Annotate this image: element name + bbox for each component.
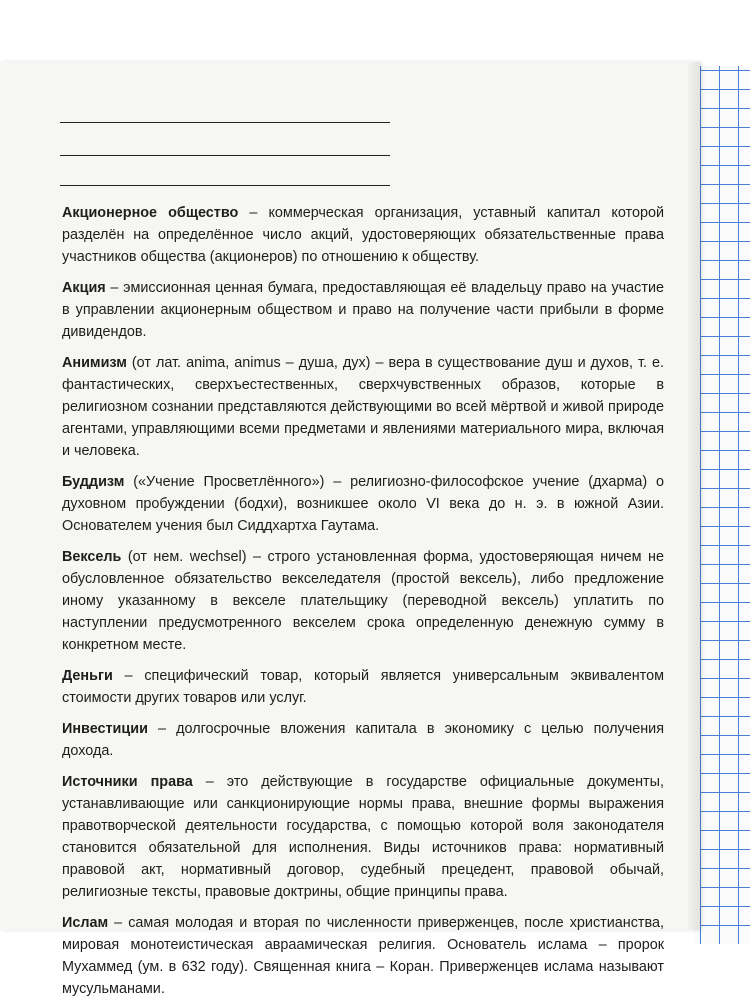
glossary-entry-buddhism bbox=[62, 471, 664, 537]
glossary-term: Акционерное общество bbox=[62, 205, 239, 221]
glossary-definition: – коммерческая организация, уставный капитал которой разделён на определённое число акций, удостоверяющих обязательственные права участников общества (акционеров) по отношению к обществу. bbox=[62, 205, 665, 265]
glossary-entry-bill-of-exchange bbox=[62, 546, 664, 656]
glossary-term: Инвестиции bbox=[62, 721, 148, 737]
blank-line-3 bbox=[60, 185, 390, 186]
glossary-definition: – эмиссионная ценная бумага, предоставляющая её владельцу право на участие в управлении акционерным обществом и право на получение части прибыли в форме дивидендов. bbox=[62, 280, 664, 340]
glossary-term: Анимизм bbox=[62, 355, 127, 371]
grid-paper-page bbox=[694, 66, 750, 944]
glossary-term: Акция bbox=[62, 280, 106, 296]
page-edge-shadow bbox=[688, 62, 700, 930]
glossary-definition: («Учение Просветлённого») – религиозно-философское учение (дхарма) о духовном пробуждении (бодхи), возникшее около VI века до н. э. в южной Азии. Основателем учения был Сиддхартха Гаутама. bbox=[62, 474, 664, 534]
blank-line-1 bbox=[60, 122, 390, 123]
glossary-entry-islam bbox=[62, 912, 664, 1000]
glossary-definition: – это действующие в государстве официальные документы, устанавливающие или санкционирующие нормы права, внешние формы выражения правотворческой деятельности государства, с помощью которой воля законодателя становится обязательной для исполнения. Виды источников права: нормативный правовой акт, нормативный договор, судебный прецедент, правовой обычай, религиозные тексты, правовые доктрины, общие принципы права. bbox=[62, 774, 664, 900]
glossary-entry-animism bbox=[62, 352, 664, 462]
glossary-definition: – специфический товар, который является универсальным эквивалентом стоимости других товаров или услуг. bbox=[62, 668, 664, 706]
glossary-definition: – самая молодая и вторая по численности приверженцев, после христианства, мировая монотеистическая авраамическая религия. Основатель ислама – пророк Мухаммед (ум. в 632 году). Священная книга – Коран. Приверженцев ислама называют мусульманами. bbox=[62, 915, 664, 997]
glossary-entry-sources-of-law bbox=[62, 771, 664, 903]
glossary-term: Деньги bbox=[62, 668, 113, 684]
glossary-term: Источники права bbox=[62, 774, 193, 790]
glossary-term: Буддизм bbox=[62, 474, 125, 490]
glossary-entry-money bbox=[62, 665, 664, 709]
glossary bbox=[62, 202, 664, 1000]
glossary-entry-investments bbox=[62, 718, 664, 762]
glossary-definition: – долгосрочные вложения капитала в экономику с целью получения дохода. bbox=[62, 721, 664, 759]
glossary-definition: (от нем. wechsel) – строго установленная форма, удостоверяющая ничем не обусловленное обязательство векселедателя (простой вексель), либо предложение иному указанному в векселе плательщику (переводной вексель) уплатить по наступлении предусмотренного векселем срока определенную денежную сумму в конкретном месте. bbox=[62, 549, 664, 653]
glossary-term: Вексель bbox=[62, 549, 122, 565]
glossary-definition: (от лат. anima, animus – душа, дух) – вера в существование душ и духов, т. е. фантастических, сверхъестественных, сверхчувственных образов, которые в религиозном сознании представляются действующими во всей мёртвой и живой природе агентами, управляющими всеми предметами и явлениями материального мира, включая и человека. bbox=[62, 355, 664, 459]
glossary-term: Ислам bbox=[62, 915, 109, 931]
glossary-entry-share bbox=[62, 277, 664, 343]
blank-line-2 bbox=[60, 155, 390, 156]
glossary-entry-joint-stock-company bbox=[62, 202, 664, 268]
